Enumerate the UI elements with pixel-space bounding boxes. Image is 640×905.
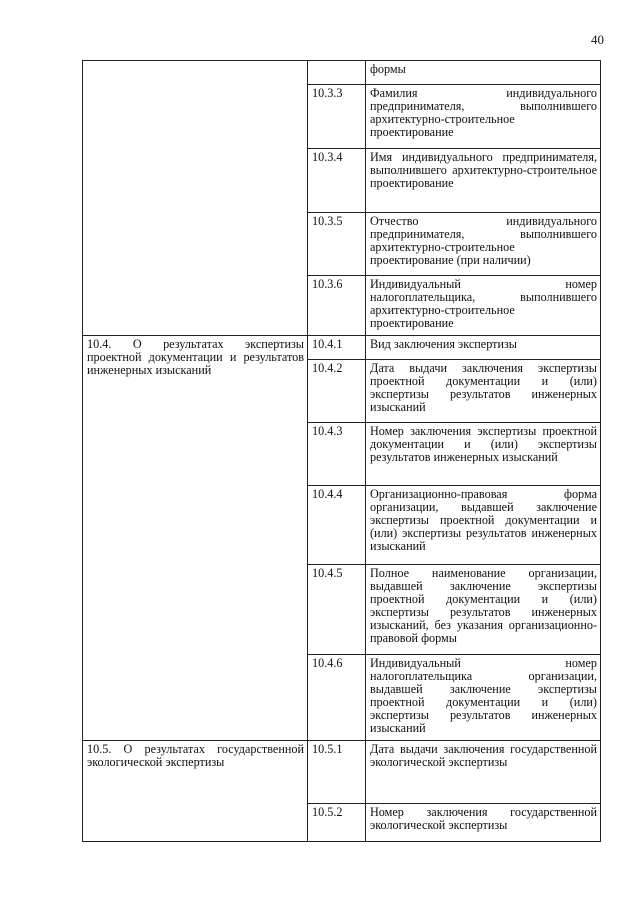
page-number: 40 <box>591 32 604 47</box>
item-description: Дата выдачи заключения государственной экологической экспертизы <box>366 741 601 804</box>
item-description: Фамилия индивидуального предпринимателя, выполнившего архитектурно-строительное проектирование <box>366 85 601 149</box>
item-description: Отчество индивидуального предпринимателя, выполнившего архитектурно-строительное проектирование (при наличии) <box>366 213 601 276</box>
item-description: Полное наименование организации, выдавшей заключение экспертизы проектной документации и (или) экспертизы результатов инженерных изысканий, без указания организационно-правовой формы <box>366 565 601 655</box>
section-title: 10.5. О результатах государственной экологической экспертизы <box>83 741 308 842</box>
item-description: Индивидуальный номер налогоплательщика организации, выдавшей заключение экспертизы проектной документации и (или) экспертизы результатов инженерных изысканий <box>366 655 601 741</box>
item-code: 10.3.5 <box>308 213 366 276</box>
item-description: Организационно-правовая форма организации, выдавшей заключение экспертизы проектной документации и (или) экспертизы результатов инженерных изысканий <box>366 486 601 565</box>
item-description: Дата выдачи заключения экспертизы проектной документации и (или) экспертизы результатов инженерных изысканий <box>366 360 601 423</box>
table-row <box>83 741 601 804</box>
requirements-table <box>82 60 601 842</box>
item-code: 10.3.3 <box>308 85 366 149</box>
section-cell-empty <box>83 61 308 336</box>
item-code: 10.4.5 <box>308 565 366 655</box>
item-description: Индивидуальный номер налогоплательщика, выполнившего архитектурно-строительное проектирование <box>366 276 601 336</box>
item-code: 10.3.6 <box>308 276 366 336</box>
item-code: 10.4.6 <box>308 655 366 741</box>
item-code: 10.4.3 <box>308 423 366 486</box>
item-code: 10.5.1 <box>308 741 366 804</box>
table-row <box>83 61 601 85</box>
item-code <box>308 61 366 85</box>
item-description: формы <box>366 61 601 85</box>
section-title: 10.4. О результатах экспертизы проектной документации и результатов инженерных изысканий <box>83 336 308 741</box>
item-code: 10.4.4 <box>308 486 366 565</box>
item-description: Имя индивидуального предпринимателя, выполнившего архитектурно-строительное проектирование <box>366 149 601 213</box>
item-code: 10.4.1 <box>308 336 366 360</box>
table-row <box>83 336 601 360</box>
item-code: 10.4.2 <box>308 360 366 423</box>
item-code: 10.5.2 <box>308 804 366 842</box>
item-description: Вид заключения экспертизы <box>366 336 601 360</box>
item-code: 10.3.4 <box>308 149 366 213</box>
item-description: Номер заключения экспертизы проектной документации и (или) экспертизы результатов инженерных изысканий <box>366 423 601 486</box>
item-description: Номер заключения государственной экологической экспертизы <box>366 804 601 842</box>
